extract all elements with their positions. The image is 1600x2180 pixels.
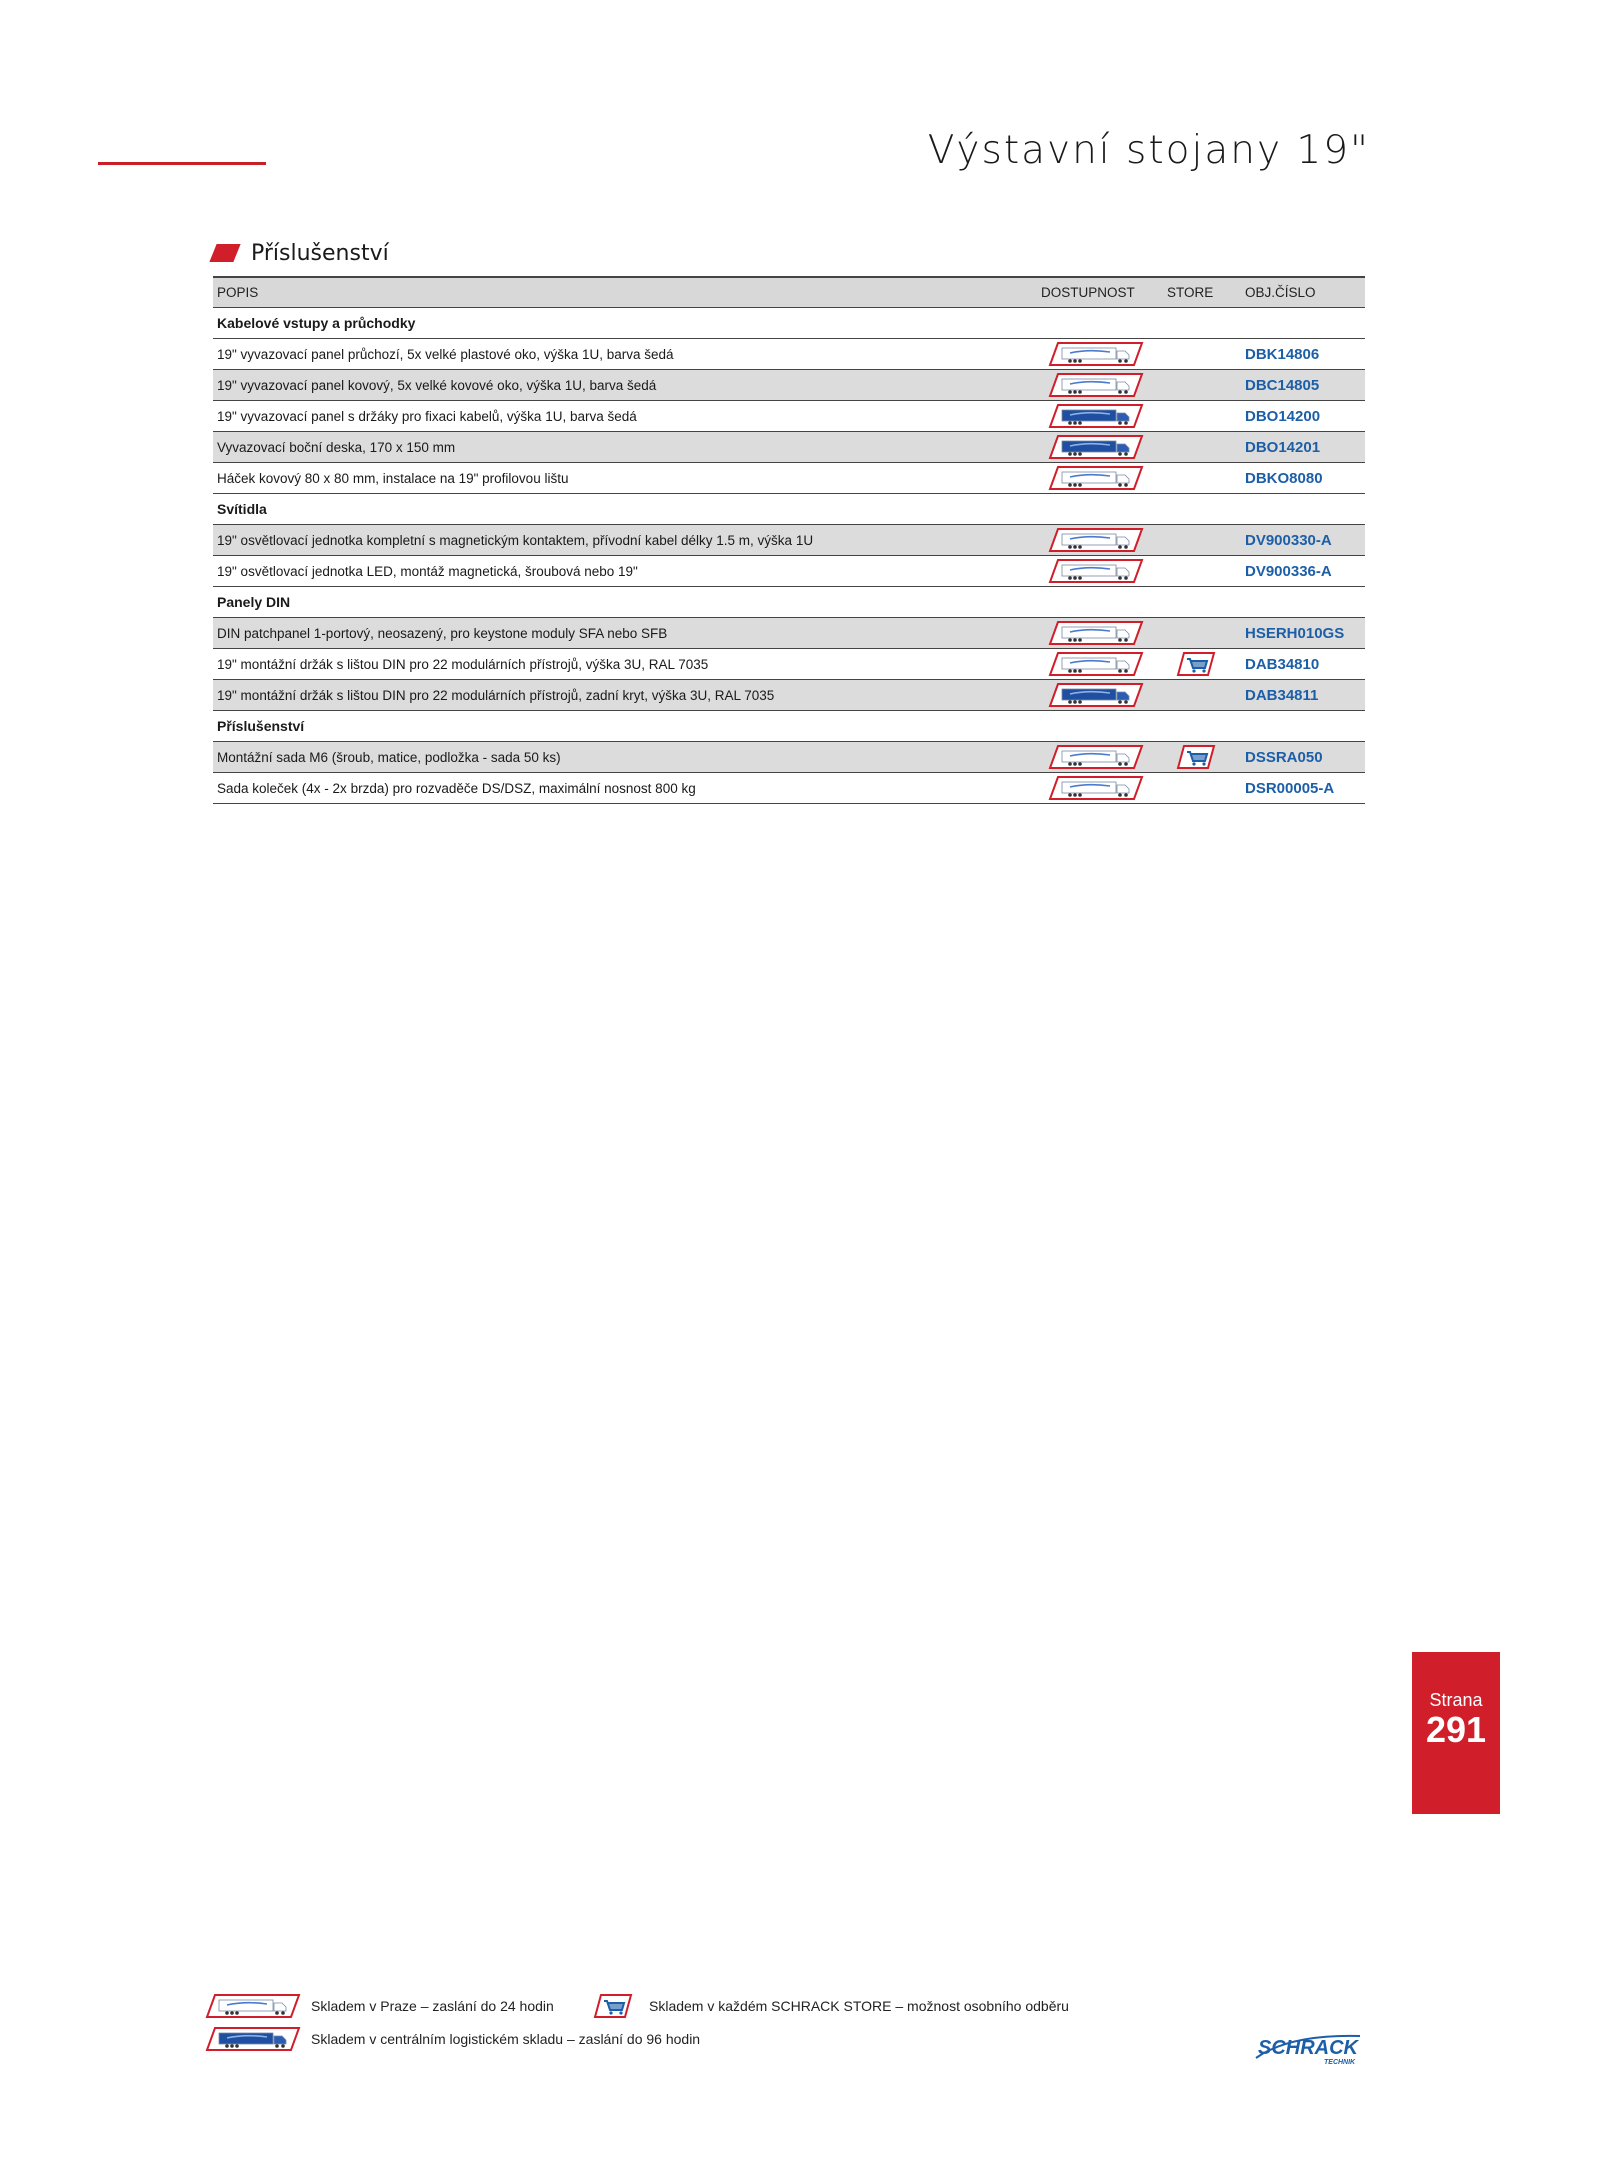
row-description: 19" montážní držák s lištou DIN pro 22 modulárních přístrojů, zadní kryt, výška 3U, RAL 7035 bbox=[217, 687, 775, 703]
table-row bbox=[213, 773, 1365, 804]
row-order-number[interactable]: DV900336-A bbox=[1245, 562, 1332, 580]
row-description: Sada koleček (4x - 2x brzda) pro rozvaděče DS/DSZ, maximální nosnost 800 kg bbox=[217, 780, 696, 796]
table-row bbox=[213, 618, 1365, 649]
row-order-number[interactable]: DSSRA050 bbox=[1245, 748, 1323, 766]
page-title: Výstavní stojany 19" bbox=[927, 128, 1370, 173]
row-availability bbox=[1035, 651, 1157, 677]
group-title: Příslušenství bbox=[217, 718, 305, 734]
row-availability bbox=[1035, 620, 1157, 646]
header-obj-cislo: OBJ.ČÍSLO bbox=[1245, 285, 1316, 300]
table-row bbox=[213, 370, 1365, 401]
legend-store-text: Skladem v každém SCHRACK STORE – možnost osobního odběru bbox=[649, 1998, 1069, 2014]
legend-central bbox=[205, 2026, 700, 2052]
row-description: 19" osvětlovací jednotka kompletní s magnetickým kontaktem, přívodní kabel délky 1.5 m, výška 1U bbox=[217, 532, 814, 548]
section-header bbox=[213, 238, 389, 268]
row-description: Montážní sada M6 (šroub, matice, podložka - sada 50 ks) bbox=[217, 749, 561, 765]
header-store: STORE bbox=[1167, 285, 1214, 300]
top-red-rule bbox=[98, 162, 266, 165]
table-row bbox=[213, 525, 1365, 556]
white-truck-icon bbox=[1048, 372, 1144, 398]
table-row bbox=[213, 463, 1365, 494]
row-availability bbox=[1035, 465, 1157, 491]
row-availability bbox=[1035, 341, 1157, 367]
table-row bbox=[213, 339, 1365, 370]
row-order-number[interactable]: DBKO8080 bbox=[1245, 469, 1323, 487]
blue-truck-icon bbox=[1048, 403, 1144, 429]
page-number-tab bbox=[1412, 1652, 1500, 1814]
table-group-row bbox=[213, 587, 1365, 618]
schrack-logo bbox=[1250, 2030, 1374, 2070]
table-row bbox=[213, 680, 1365, 711]
row-availability bbox=[1035, 682, 1157, 708]
row-availability bbox=[1035, 775, 1157, 801]
table-row bbox=[213, 742, 1365, 773]
row-order-number[interactable]: DAB34811 bbox=[1245, 686, 1319, 704]
row-description: DIN patchpanel 1-portový, neosazený, pro keystone moduly SFA nebo SFB bbox=[217, 625, 668, 641]
table-body bbox=[213, 308, 1365, 804]
white-truck-icon bbox=[1048, 341, 1144, 367]
group-title: Svítidla bbox=[217, 501, 267, 517]
white-truck-icon bbox=[1048, 775, 1144, 801]
group-title: Kabelové vstupy a průchodky bbox=[217, 315, 416, 331]
row-order-number[interactable]: DBO14201 bbox=[1245, 438, 1321, 456]
logo-subtext: TECHNIK bbox=[1324, 2059, 1356, 2066]
row-store bbox=[1157, 744, 1235, 770]
row-availability bbox=[1035, 372, 1157, 398]
table-row bbox=[213, 401, 1365, 432]
row-description: 19" osvětlovací jednotka LED, montáž magnetická, šroubová nebo 19" bbox=[217, 563, 638, 579]
blue-truck-icon bbox=[1048, 434, 1144, 460]
white-truck-icon bbox=[1048, 744, 1144, 770]
shopping-cart-icon bbox=[1176, 651, 1216, 677]
row-availability bbox=[1035, 403, 1157, 429]
row-order-number[interactable]: DBK14806 bbox=[1245, 345, 1320, 363]
page-number: 291 bbox=[1425, 1709, 1487, 1750]
header-dostupnost: DOSTUPNOST bbox=[1041, 285, 1135, 300]
table-header-row bbox=[213, 276, 1365, 308]
row-availability bbox=[1035, 744, 1157, 770]
group-title: Panely DIN bbox=[217, 594, 291, 610]
table-group-row bbox=[213, 711, 1365, 742]
white-truck-icon bbox=[1048, 558, 1144, 584]
row-description: 19" vyvazovací panel průchozí, 5x velké plastové oko, výška 1U, barva šedá bbox=[217, 346, 674, 362]
white-truck-icon bbox=[1048, 620, 1144, 646]
white-truck-icon bbox=[1048, 527, 1144, 553]
legend-central-text: Skladem v centrálním logistickém skladu – zaslání do 96 hodin bbox=[311, 2031, 701, 2047]
white-truck-icon bbox=[1048, 651, 1144, 677]
legend-store bbox=[587, 1993, 1069, 2019]
row-description: 19" montážní držák s lištou DIN pro 22 modulárních přístrojů, výška 3U, RAL 7035 bbox=[217, 656, 709, 672]
section-title: Příslušenství bbox=[251, 240, 389, 266]
row-description: Háček kovový 80 x 80 mm, instalace na 19" profilovou lištu bbox=[217, 470, 569, 486]
blue-truck-icon bbox=[205, 2026, 301, 2052]
row-order-number[interactable]: DSR00005-A bbox=[1245, 779, 1335, 797]
page-label: Strana bbox=[1429, 1690, 1483, 1710]
row-order-number[interactable]: HSERH010GS bbox=[1245, 624, 1345, 642]
row-description: 19" vyvazovací panel s držáky pro fixaci kabelů, výška 1U, barva šedá bbox=[217, 408, 637, 424]
table-row bbox=[213, 432, 1365, 463]
row-description: 19" vyvazovací panel kovový, 5x velké kovové oko, výška 1U, barva šedá bbox=[217, 377, 657, 393]
row-order-number[interactable]: DAB34810 bbox=[1245, 655, 1320, 673]
row-order-number[interactable]: DV900330-A bbox=[1245, 531, 1332, 549]
legend-praha bbox=[205, 1993, 554, 2019]
white-truck-icon bbox=[1048, 465, 1144, 491]
row-availability bbox=[1035, 558, 1157, 584]
white-truck-icon bbox=[205, 1993, 301, 2019]
table-row bbox=[213, 556, 1365, 587]
product-table bbox=[213, 276, 1365, 804]
section-marker-icon bbox=[209, 244, 240, 262]
row-store bbox=[1157, 651, 1235, 677]
header-popis: POPIS bbox=[217, 285, 259, 300]
blue-truck-icon bbox=[1048, 682, 1144, 708]
row-description: Vyvazovací boční deska, 170 x 150 mm bbox=[217, 439, 456, 455]
logo-text: SCHRACK bbox=[1258, 2037, 1358, 2059]
table-group-row bbox=[213, 494, 1365, 525]
shopping-cart-icon bbox=[1176, 744, 1216, 770]
table-row bbox=[213, 649, 1365, 680]
legend-praha-text: Skladem v Praze – zaslání do 24 hodin bbox=[311, 1998, 554, 2014]
row-order-number[interactable]: DBC14805 bbox=[1245, 376, 1320, 394]
row-availability bbox=[1035, 434, 1157, 460]
shopping-cart-icon bbox=[587, 1993, 639, 2019]
row-availability bbox=[1035, 527, 1157, 553]
table-group-row bbox=[213, 308, 1365, 339]
row-order-number[interactable]: DBO14200 bbox=[1245, 407, 1321, 425]
